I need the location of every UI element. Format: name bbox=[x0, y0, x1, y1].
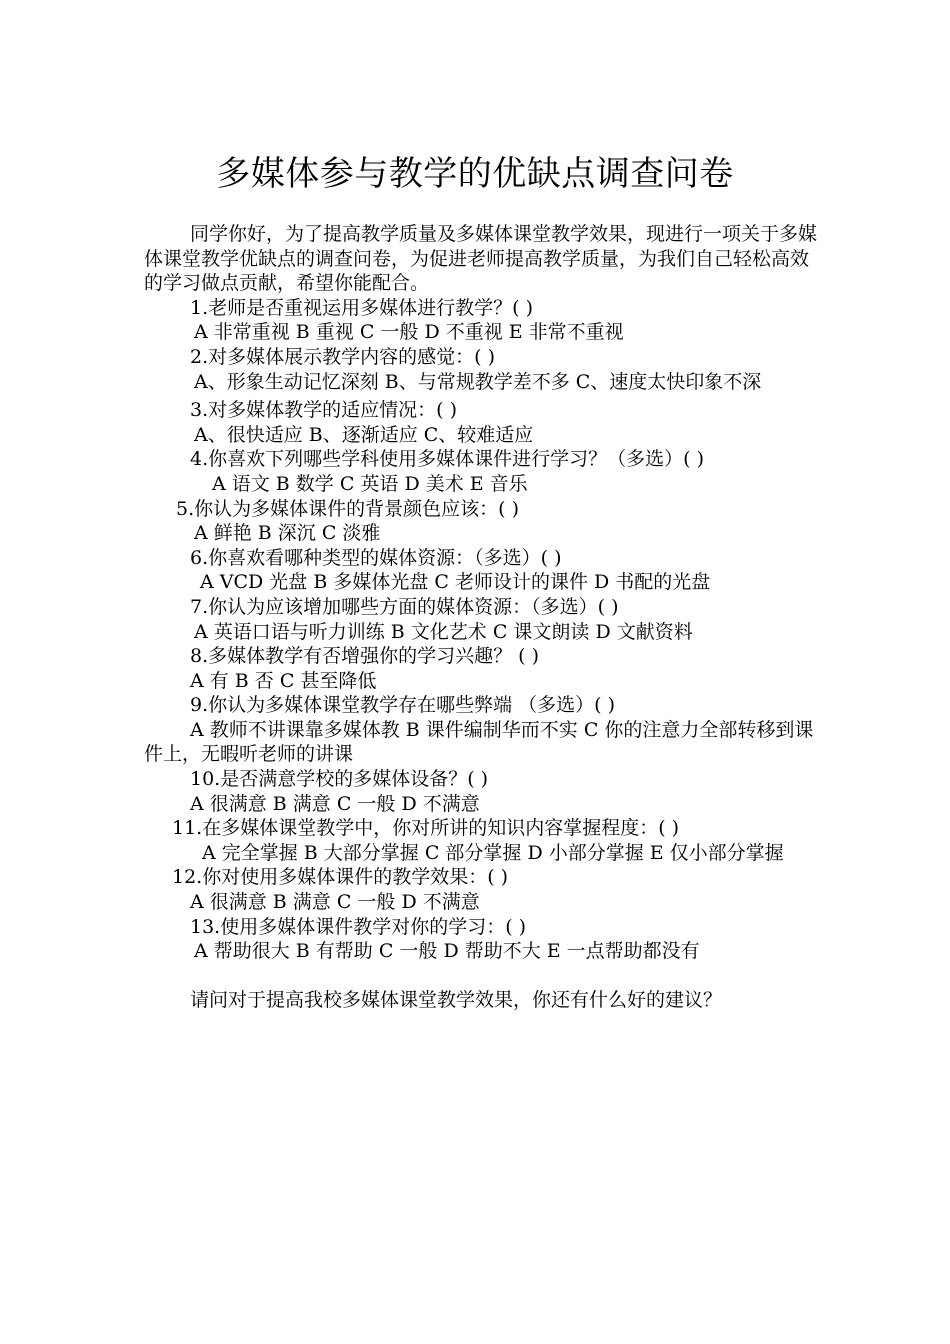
question-10: 10.是否满意学校的多媒体设备？( ) bbox=[190, 768, 489, 791]
page-title: 多媒体参与教学的优缺点调查问卷 bbox=[216, 154, 734, 194]
paragraph-gap bbox=[144, 964, 824, 989]
question-10-options: A 很满意 B 满意 C 一般 D 不满意 bbox=[190, 792, 480, 815]
question-1-options: A 非常重视 B 重视 C 一般 D 不重视 E 非常不重视 bbox=[194, 321, 624, 344]
question-12-options: A 很满意 B 满意 C 一般 D 不满意 bbox=[190, 891, 480, 914]
intro-paragraph: 同学你好，为了提高教学质量及多媒体课堂教学效果，现进行一项关于多媒体课堂教学优缺点的调查问卷，为促进老师提高教学质量，为我们自己轻松高效的学习做点贡献，希望你能配合。 bbox=[144, 223, 818, 295]
closing-question: 请问对于提高我校多媒体课堂教学效果，你还有什么好的建议？ bbox=[190, 989, 723, 1012]
question-7: 7.你认为应该增加哪些方面的媒体资源：（多选）( ) bbox=[190, 595, 619, 618]
question-13: 13.使用多媒体课件教学对你的学习：( ) bbox=[190, 915, 527, 938]
question-6-options: A VCD 光盘 B 多媒体光盘 C 老师设计的课件 D 书配的光盘 bbox=[200, 571, 711, 594]
question-13-options: A 帮助很大 B 有帮助 C 一般 D 帮助不大 E 一点帮助都没有 bbox=[194, 940, 700, 963]
question-8-options: A 有 B 否 C 甚至降低 bbox=[190, 669, 377, 692]
question-11: 11.在多媒体课堂教学中，你对所讲的知识内容掌握程度：( ) bbox=[172, 817, 680, 840]
question-1: 1.老师是否重视运用多媒体进行教学？( ) bbox=[190, 296, 533, 319]
question-12: 12.你对使用多媒体课件的教学效果：( ) bbox=[172, 866, 509, 889]
question-11-options: A 完全掌握 B 大部分掌握 C 部分掌握 D 小部分掌握 E 仅小部分掌握 bbox=[202, 841, 784, 864]
question-4: 4.你喜欢下列哪些学科使用多媒体课件进行学习？（多选）( ) bbox=[190, 448, 704, 471]
question-4-options: A 语文 B 数学 C 英语 D 美术 E 音乐 bbox=[212, 472, 528, 495]
question-8: 8.多媒体教学有否增强你的学习兴趣？ ( ) bbox=[190, 645, 540, 668]
question-9-options: A 教师不讲课靠多媒体教 B 课件编制华而不实 C 你的注意力全部转移到课件上，无暇听老师的讲课 bbox=[144, 718, 814, 766]
question-9: 9.你认为多媒体课堂教学存在哪些弊端 （多选）( ) bbox=[190, 694, 616, 717]
survey-body bbox=[144, 222, 824, 1013]
question-3-options: A、很快适应 B、逐渐适应 C、较难适应 bbox=[194, 423, 534, 446]
question-2: 2.对多媒体展示教学内容的感觉：( ) bbox=[190, 345, 495, 368]
question-7-options: A 英语口语与听力训练 B 文化艺术 C 课文朗读 D 文献资料 bbox=[194, 620, 693, 643]
question-3: 3.对多媒体教学的适应情况：( ) bbox=[190, 399, 457, 422]
question-6: 6.你喜欢看哪种类型的媒体资源：（多选）( ) bbox=[190, 546, 562, 569]
question-5-options: A 鲜艳 B 深沉 C 淡雅 bbox=[194, 522, 381, 545]
question-5: 5.你认为多媒体课件的背景颜色应该：( ) bbox=[176, 497, 519, 520]
question-2-options: A、形象生动记忆深刻 B、与常规教学差不多 C、速度太快印象不深 bbox=[194, 370, 762, 393]
